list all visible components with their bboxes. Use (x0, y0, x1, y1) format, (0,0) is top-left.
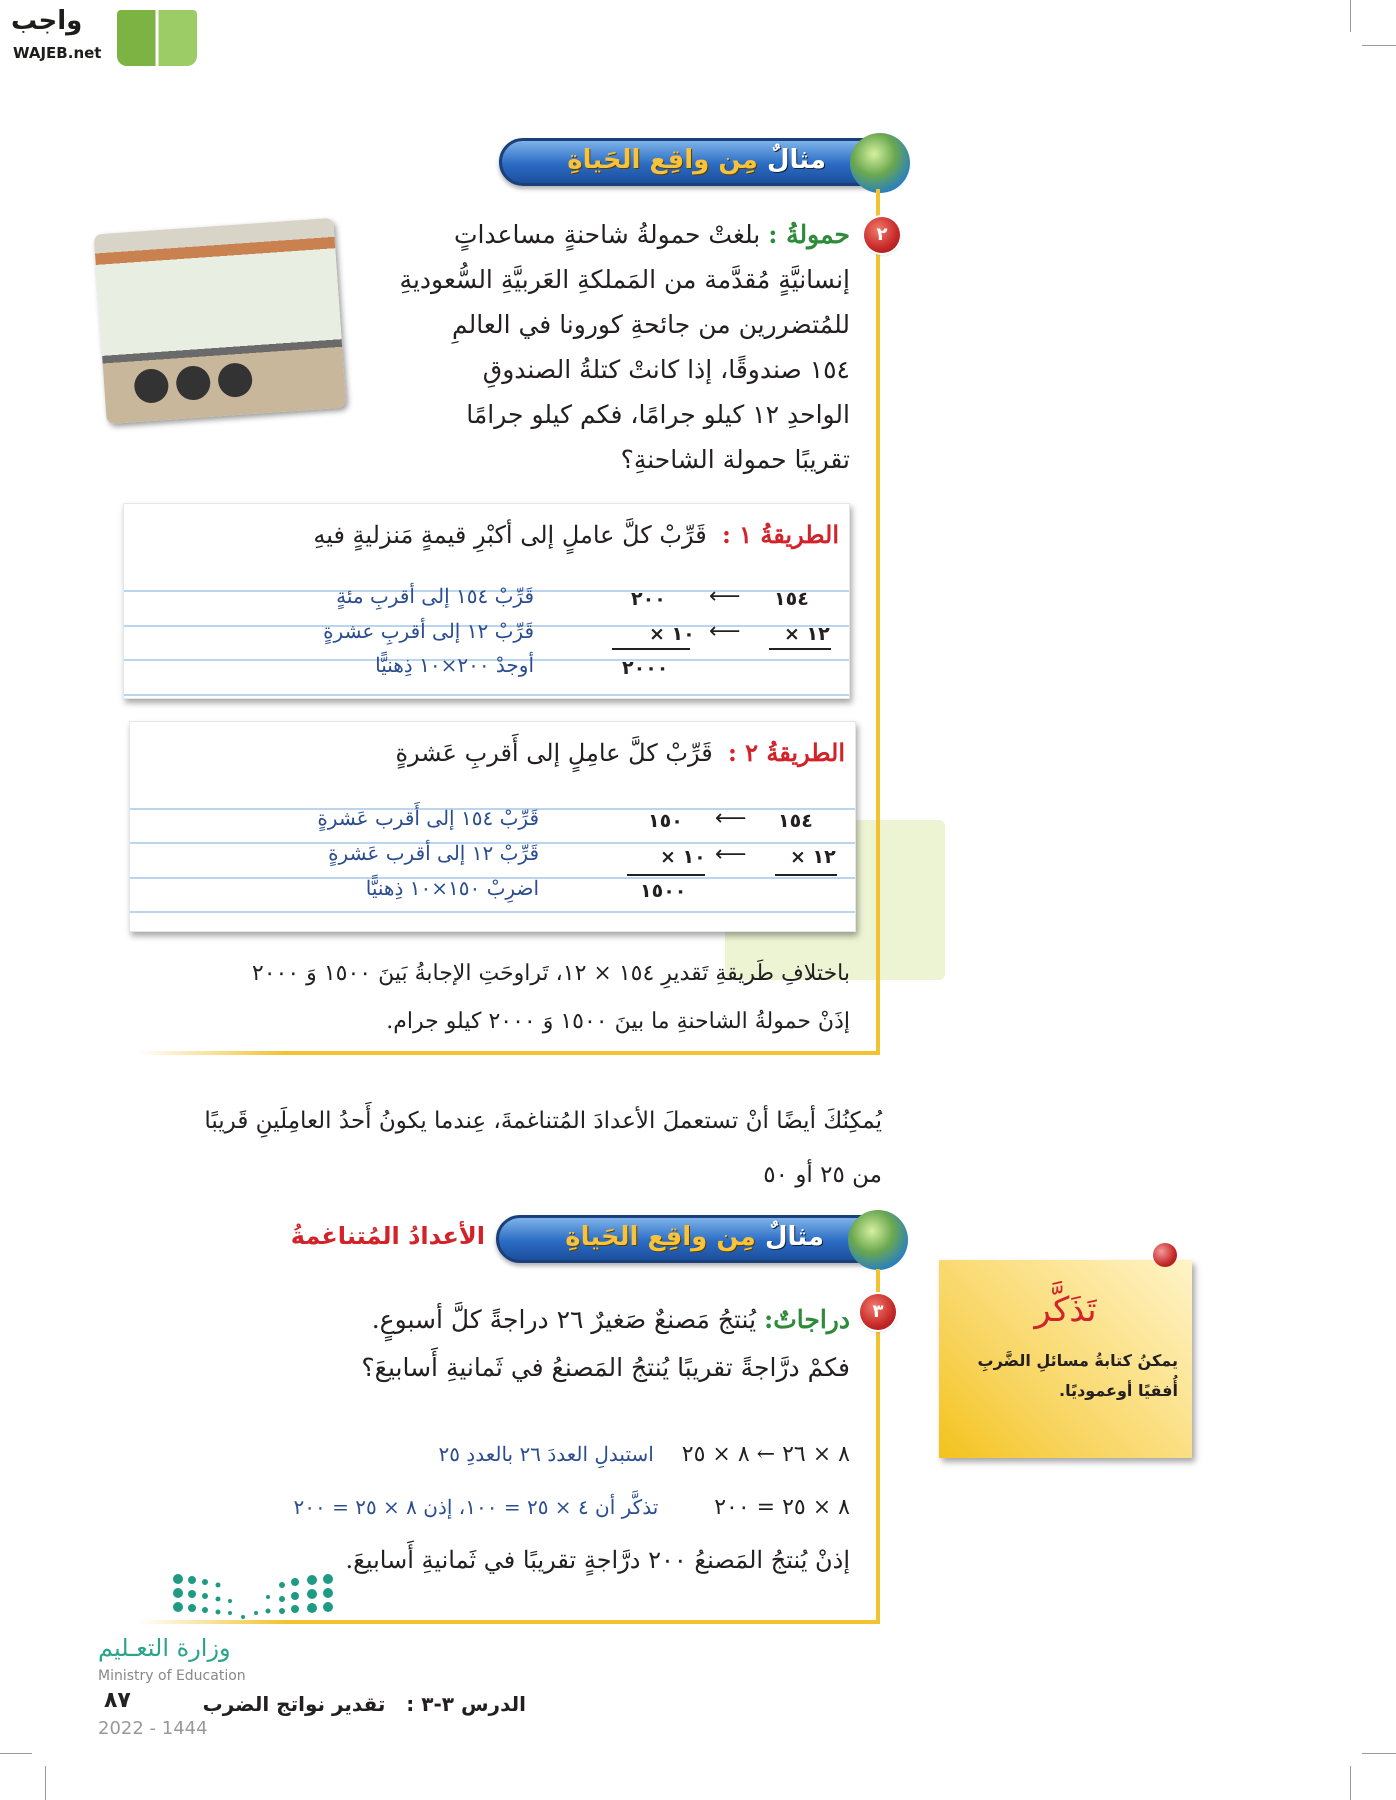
remember-note (939, 1260, 1192, 1458)
vision-dots-logo (172, 1573, 334, 1621)
problem-line: تقريبًا حمولة الشاحنةِ؟ (620, 445, 850, 474)
original-number: ١٢ × (784, 623, 830, 645)
remember-title: تَذَكَّر (1034, 1290, 1097, 1330)
problem-line: بلغتْ حمولةُ شاحنةٍ مساعداتٍ (453, 220, 761, 249)
method-label: الطريقةُ ١ : (721, 520, 839, 549)
lesson-title: تقدير نواتج الضرب (202, 1692, 386, 1716)
method-title: قَرِّبْ كلَّ عامِلٍ إلى أَقربِ عَشرةٍ (395, 739, 713, 767)
crop-mark (1350, 1766, 1351, 1800)
section-border (138, 1051, 880, 1055)
rounded-number: ١٥٠ (648, 810, 683, 832)
step-note: قَرِّبْ ١٥٤ إلى أقربِ مئةٍ (336, 584, 534, 608)
topic-title: الأعدادُ المُتناغمةُ (290, 1222, 485, 1250)
remember-line: أُفقيًا أوعموديًا. (1058, 1381, 1178, 1400)
rounded-number: ١٠ × (649, 623, 695, 645)
globe-icon (848, 1210, 908, 1270)
crop-mark (45, 1766, 46, 1800)
conclusion-line: إذَنْ حمولةُ الشاحنةِ ما بينَ ١٥٠٠ وَ ٢٠٠٠ كيلو جرام. (386, 1009, 850, 1034)
banner-word: مثالٌ (764, 1222, 824, 1252)
problem-line: الواحدِ ١٢ كيلو جرامًا، فكم كيلو جرامًا (466, 400, 850, 429)
ministry-logo-english: Ministry of Education (98, 1668, 246, 1684)
problem-3-text (150, 1296, 850, 1392)
math-expression: ٨ × ٢٥ = ٢٠٠ (714, 1495, 850, 1520)
conclusion-line: باختلافِ طَريقةِ تَقديرِ ١٥٤ × ١٢، تَراوحَتِ الإجابةُ بَينَ ١٥٠٠ وَ ٢٠٠٠ (251, 961, 850, 986)
method-1-card (123, 503, 850, 699)
ministry-logo-arabic: وزارة التعـليم (98, 1634, 231, 1662)
book-icon (117, 10, 197, 66)
method-2-card (129, 721, 856, 932)
problem-line: ١٥٤ صندوقًا، إذا كانتْ كتلةُ الصندوقِ (482, 355, 850, 384)
logo-text: واجب (11, 6, 83, 36)
original-number: ١٥٤ (774, 588, 809, 610)
paragraph-line: من ٢٥ أو ٥٠ (763, 1162, 882, 1188)
rounded-number: ١٠ × (660, 846, 706, 868)
step-note: اضرِبْ ١٥٠×١٠ ذِهنيًّا (365, 876, 539, 900)
step-note: أوجدْ ٢٠٠×١٠ ذِهنيًّا (375, 653, 534, 677)
problem-label: دراجاتٌ: (764, 1305, 850, 1334)
arrow-left-icon: ⟵ (709, 584, 741, 609)
banner-text: مِن واقِع الحَياةِ (567, 145, 758, 175)
lesson-number: الدرس ٣-٣ : (406, 1692, 526, 1716)
conclusion (130, 950, 850, 1046)
crop-mark (0, 1753, 32, 1754)
step-note: قَرِّبْ ١٥٤ إلى أَقرب عَشرةٍ (317, 806, 539, 830)
method-label: الطريقةُ ٢ : (727, 738, 845, 767)
real-life-example-banner (496, 1215, 905, 1263)
arrow-left-icon: ⟵ (715, 806, 747, 831)
step-note: استبدلِ العددَ ٢٦ بالعددِ ٢٥ (438, 1442, 654, 1466)
lesson-footer (203, 1692, 526, 1716)
math-step (438, 1442, 850, 1467)
answer-text: إذنْ يُنتجُ المَصنعُ ٢٠٠ درَّاجةٍ تقريبًا في ثَمانيةِ أَسابيعَ. (345, 1546, 850, 1574)
crop-mark (1362, 45, 1396, 46)
estimate-result: ٢٠٠٠ (622, 657, 669, 679)
step-note: قَرِّبْ ١٢ إلى أقرب عَشرةٍ (328, 841, 539, 865)
arrow-left-icon: ⟵ (715, 842, 747, 867)
pushpin-icon (1153, 1243, 1177, 1267)
truck-photo (94, 218, 347, 424)
estimate-result: ١٥٠٠ (640, 880, 687, 902)
arrow-left-icon: ⟵ (709, 619, 741, 644)
wajeb-logo (11, 6, 191, 68)
method-title: قَرِّبْ كلَّ عاملٍ إلى أكبْرِ قيمةٍ مَنزليةٍ فيهِ (313, 521, 707, 549)
rounded-number: ٢٠٠ (631, 588, 666, 610)
problem-line: يُنتجُ مَصنعٌ صَغيرٌ ٢٦ دراجةً كلَّ أسبوعٍ. (371, 1305, 757, 1334)
problem-line: للمُتضررين من جائحةِ كورونا في العالمِ (452, 310, 850, 339)
problem-line: إنسانيَّةٍ مُقدَّمة من المَملكةِ العَربيَّةِ السُّعوديةِ (399, 265, 850, 294)
remember-line: يمكنُ كتابةُ مسائلِ الضَّربِ (977, 1351, 1178, 1370)
example-number-badge: ٢ (864, 217, 900, 253)
banner-text: مِن واقِع الحَياةِ (565, 1222, 756, 1252)
real-life-example-banner (499, 138, 907, 186)
crop-mark (1362, 1753, 1396, 1754)
section-border (876, 189, 880, 1054)
example-number-badge: ٣ (860, 1294, 896, 1330)
math-step (293, 1495, 850, 1520)
math-expression: ٨ × ٢٦ ← ٨ × ٢٥ (681, 1442, 850, 1467)
edition-year: 2022 - 1444 (98, 1718, 208, 1739)
logo-latin: WAJEB.net (13, 44, 102, 62)
problem-2-text (400, 212, 850, 482)
problem-line: فكمْ درَّاجةً تقريبًا يُنتجُ المَصنعُ في ثَمانيةِ أَسابيعَ؟ (361, 1353, 850, 1382)
step-note: قَرِّبْ ١٢ إلى أقربِ عشرةٍ (323, 619, 534, 643)
globe-icon (850, 133, 910, 193)
banner-word: مثالٌ (766, 145, 826, 175)
paragraph-line: يُمكِنُكَ أيضًا أنْ تستعملَ الأعدادَ المُتناغمةَ، عِندما يكونُ أَحدُ العامِلَينِ قَريبًا (204, 1108, 882, 1134)
original-number: ١٥٤ (778, 810, 813, 832)
problem-label: حمولةُ : (768, 220, 850, 249)
original-number: ١٢ × (790, 846, 836, 868)
crop-mark (1350, 0, 1351, 32)
page-number: ٨٧ (104, 1688, 131, 1713)
compatible-numbers-paragraph (122, 1094, 882, 1202)
step-note: تذكَّر أن ٤ × ٢٥ = ١٠٠، إذن ٨ × ٢٥ = ٢٠٠ (293, 1495, 659, 1519)
